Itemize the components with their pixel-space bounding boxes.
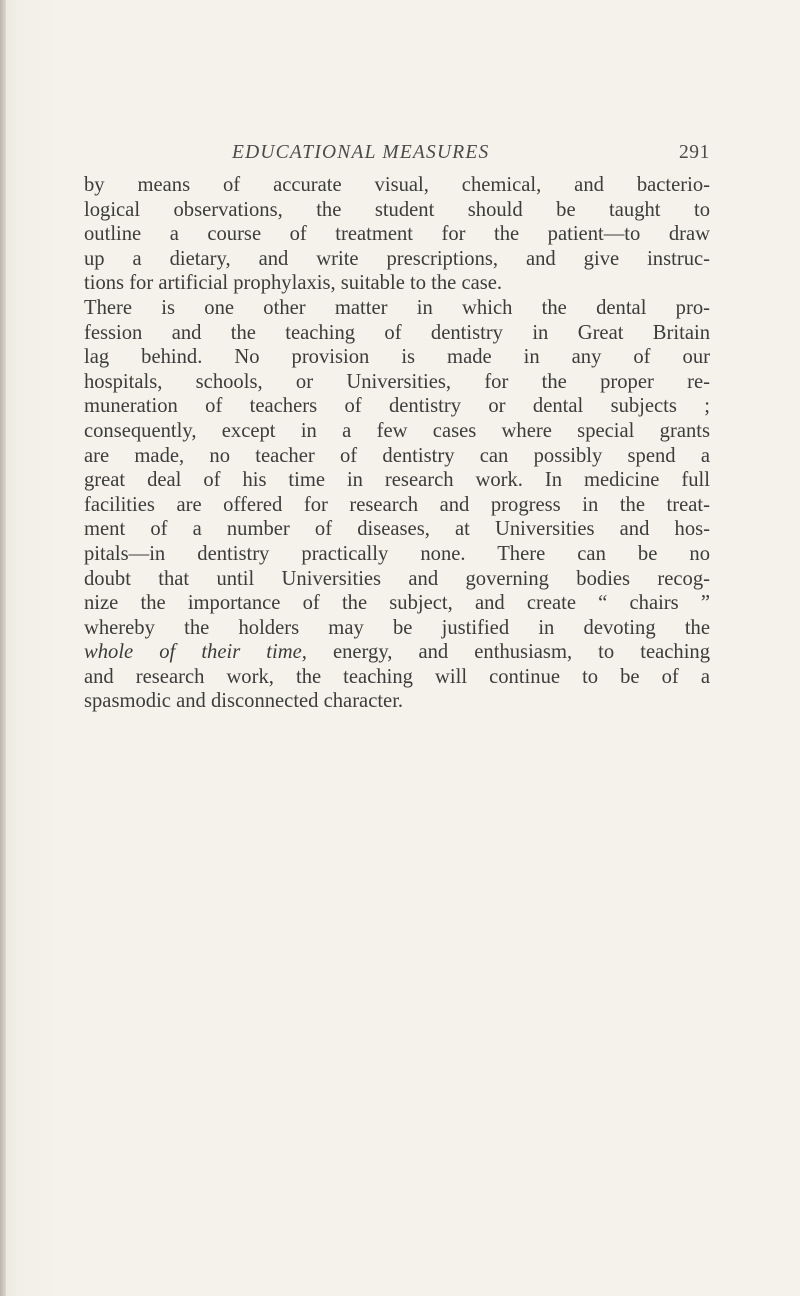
text-line: up a dietary, and write prescriptions, and give instruc- (84, 247, 710, 270)
text-line: by means of accurate visual, chemical, and bacterio- (84, 174, 710, 196)
text-line: whereby the holders may be justified in devoting the (84, 616, 710, 639)
text-line: spasmodic and disconnected character. (84, 690, 404, 713)
running-title: EDUCATIONAL MEASURES (232, 142, 490, 163)
text-line: lag behind. No provision is made in any of our (84, 346, 710, 369)
text-line: There is one other matter in which the dental pro- (84, 296, 710, 319)
text-line: and research work, the teaching will continue to be of a (84, 665, 710, 688)
text-line-with-italic (84, 640, 710, 665)
text-line-remainder: energy, and enthusiasm, to teaching (306, 641, 711, 664)
running-header (84, 142, 710, 172)
page-gutter-shadow (0, 0, 6, 1296)
page-number: 291 (678, 142, 710, 163)
text-line: logical observations, the student should be taught to (84, 198, 710, 221)
text-line: doubt that until Universities and governing bodies recog- (84, 567, 710, 590)
text-line: nize the importance of the subject, and create “ chairs ” (84, 592, 710, 615)
italic-phrase: whole of their time, (84, 641, 307, 664)
text-line: ment of a number of diseases, at Universities and hos- (84, 518, 710, 541)
text-line: tions for artificial prophylaxis, suitable to the case. (84, 272, 503, 295)
text-line: are made, no teacher of dentistry can possibly spend a (84, 444, 710, 467)
text-line: facilities are offered for research and progress in the treat- (84, 493, 710, 516)
text-line: consequently, except in a few cases where special grants (84, 419, 710, 442)
text-line: muneration of teachers of dentistry or dental subjects ; (84, 395, 710, 418)
body-paragraphs (84, 173, 710, 714)
text-line: hospitals, schools, or Universities, for the proper re- (84, 370, 710, 393)
text-line: fession and the teaching of dentistry in Great Britain (84, 321, 710, 344)
text-line: pitals—in dentistry practically none. There can be no (84, 542, 710, 565)
text-line: outline a course of treatment for the patient—to draw (84, 223, 710, 246)
text-line: great deal of his time in research work. In medicine full (84, 469, 710, 492)
